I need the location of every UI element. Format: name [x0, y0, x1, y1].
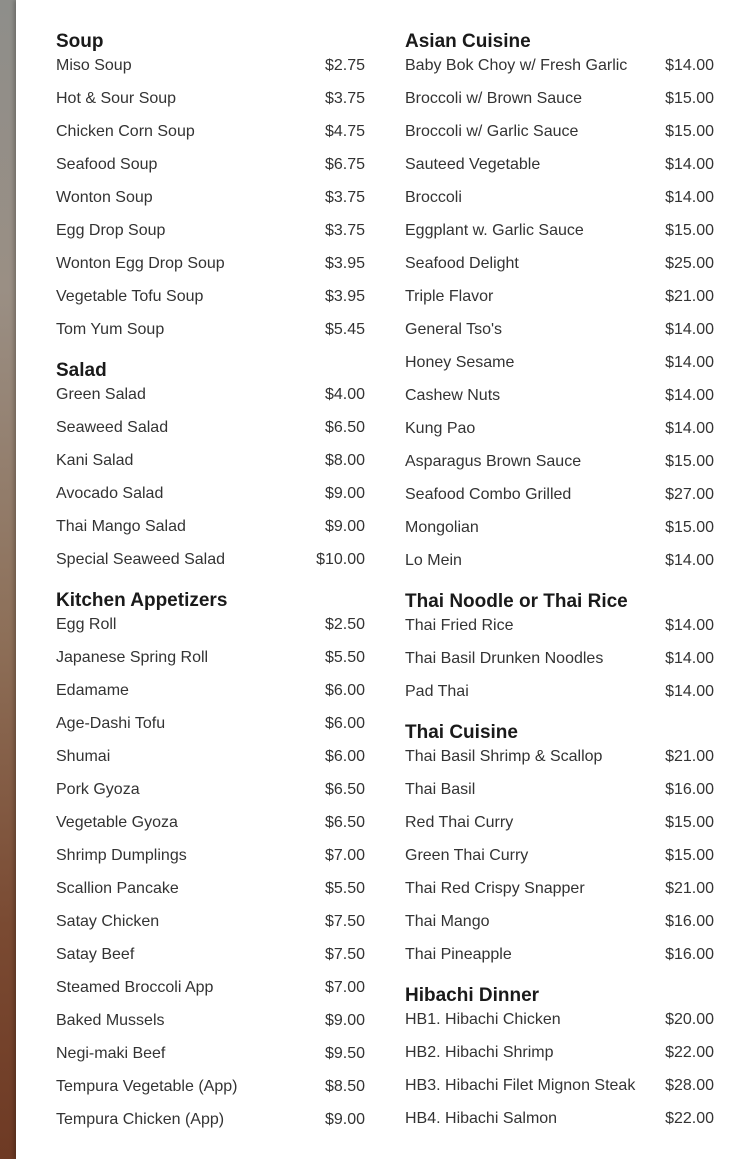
menu-item	[405, 839, 714, 872]
menu-item-price: $5.50	[324, 879, 365, 897]
menu-item-price: $22.00	[665, 1109, 714, 1127]
menu-item-name: HB3. Hibachi Filet Mignon Steak	[405, 1076, 636, 1094]
menu-item	[405, 905, 714, 938]
menu-item	[56, 444, 365, 477]
menu-item-name: Shumai	[56, 747, 111, 765]
menu-item	[405, 872, 714, 905]
menu-item-price: $14.00	[665, 155, 714, 173]
menu-item	[405, 247, 714, 280]
menu-item-name: Thai Fried Rice	[405, 616, 514, 634]
menu-item-name: Chicken Corn Soup	[56, 122, 195, 140]
background-strip	[0, 0, 16, 1159]
menu-item-name: Lo Mein	[405, 551, 462, 569]
menu-item-name: Steamed Broccoli App	[56, 978, 214, 996]
menu-item-price: $9.00	[324, 1110, 365, 1128]
menu-item-name: Green Thai Curry	[405, 846, 529, 864]
menu-item-price: $5.50	[324, 648, 365, 666]
menu-item-name: Satay Beef	[56, 945, 135, 963]
menu-item-name: Thai Basil Shrimp & Scallop	[405, 747, 603, 765]
section-title: Asian Cuisine	[405, 31, 531, 52]
menu-item-name: Baby Bok Choy w/ Fresh Garlic	[405, 56, 628, 74]
section-title: Thai Cuisine	[405, 722, 518, 743]
menu-column-left	[56, 31, 365, 1150]
menu-item-price: $15.00	[665, 518, 714, 536]
menu-item-price: $3.75	[324, 221, 365, 239]
menu-item	[405, 1102, 714, 1135]
menu-item-name: Seafood Delight	[405, 254, 519, 272]
menu-item-list	[56, 378, 365, 576]
menu-item	[405, 346, 714, 379]
menu-item-name: Avocado Salad	[56, 484, 164, 502]
menu-item-price: $3.75	[324, 188, 365, 206]
menu-item	[405, 115, 714, 148]
menu-item-price: $9.00	[324, 1011, 365, 1029]
menu-item-name: Satay Chicken	[56, 912, 160, 930]
menu-item-price: $21.00	[665, 879, 714, 897]
menu-item	[405, 379, 714, 412]
menu-item-price: $16.00	[665, 912, 714, 930]
menu-item-price: $7.50	[324, 945, 365, 963]
menu-item-price: $7.00	[324, 846, 365, 864]
menu-item	[56, 707, 365, 740]
menu-item-name: Scallion Pancake	[56, 879, 179, 897]
menu-item	[405, 1069, 714, 1102]
menu-item-price: $8.50	[324, 1077, 365, 1095]
menu-item-price: $22.00	[665, 1043, 714, 1061]
menu-item-list	[405, 1003, 714, 1135]
menu-item-price: $3.75	[324, 89, 365, 107]
menu-item	[405, 214, 714, 247]
menu-item-price: $14.00	[665, 188, 714, 206]
menu-item	[405, 938, 714, 971]
menu-item-price: $2.75	[324, 56, 365, 74]
menu-item-name: Thai Basil	[405, 780, 476, 798]
menu-item-price: $2.50	[324, 615, 365, 633]
menu-item-name: HB2. Hibachi Shrimp	[405, 1043, 554, 1061]
menu-item	[56, 773, 365, 806]
menu-item-name: HB1. Hibachi Chicken	[405, 1010, 561, 1028]
menu-item-name: Shrimp Dumplings	[56, 846, 187, 864]
menu-item	[405, 544, 714, 577]
menu-item-name: Tempura Chicken (App)	[56, 1110, 225, 1128]
menu-item	[56, 674, 365, 707]
menu-item	[56, 82, 365, 115]
menu-item-name: Edamame	[56, 681, 129, 699]
menu-item	[56, 971, 365, 1004]
menu-item-price: $4.00	[324, 385, 365, 403]
menu-item-price: $4.75	[324, 122, 365, 140]
menu-item-name: Wonton Soup	[56, 188, 153, 206]
menu-item-price: $10.00	[316, 550, 365, 568]
section-title: Kitchen Appetizers	[56, 590, 228, 611]
menu-item-name: Mongolian	[405, 518, 479, 536]
menu-item	[405, 740, 714, 773]
menu-item-name: Triple Flavor	[405, 287, 494, 305]
menu-item-name: Cashew Nuts	[405, 386, 501, 404]
menu-item-price: $3.95	[324, 287, 365, 305]
menu-item-name: Broccoli	[405, 188, 462, 206]
section-title: Soup	[56, 31, 104, 52]
menu-item	[56, 280, 365, 313]
menu-item	[56, 477, 365, 510]
menu-item-name: Seafood Soup	[56, 155, 158, 173]
menu-item-name: Seafood Combo Grilled	[405, 485, 572, 503]
menu-item	[405, 478, 714, 511]
menu-item-list	[405, 740, 714, 971]
menu-item-name: Honey Sesame	[405, 353, 515, 371]
section-title: Hibachi Dinner	[405, 985, 540, 1006]
menu-item-price: $25.00	[665, 254, 714, 272]
menu-section	[405, 985, 714, 1135]
menu-item	[405, 148, 714, 181]
menu-item-price: $14.00	[665, 551, 714, 569]
menu-item	[56, 641, 365, 674]
menu-item-name: Kani Salad	[56, 451, 134, 469]
menu-item-name: Pork Gyoza	[56, 780, 140, 798]
menu-item	[56, 148, 365, 181]
menu-page	[16, 0, 750, 1159]
menu-item	[56, 247, 365, 280]
menu-item-name: Asparagus Brown Sauce	[405, 452, 582, 470]
menu-item	[405, 412, 714, 445]
menu-item-list	[405, 609, 714, 708]
menu-item-price: $9.00	[324, 517, 365, 535]
menu-item-name: Green Salad	[56, 385, 146, 403]
menu-item	[405, 1036, 714, 1069]
menu-item	[56, 181, 365, 214]
menu-item	[405, 82, 714, 115]
menu-item	[56, 905, 365, 938]
menu-section	[405, 591, 714, 708]
menu-item	[56, 608, 365, 641]
menu-item	[56, 115, 365, 148]
menu-column-right	[405, 31, 714, 1149]
menu-item-name: Egg Drop Soup	[56, 221, 166, 239]
menu-item-price: $6.50	[324, 418, 365, 436]
menu-item-price: $20.00	[665, 1010, 714, 1028]
menu-item-price: $16.00	[665, 780, 714, 798]
menu-item	[56, 1070, 365, 1103]
menu-item-price: $14.00	[665, 56, 714, 74]
menu-item-price: $14.00	[665, 320, 714, 338]
menu-item-name: Age-Dashi Tofu	[56, 714, 166, 732]
menu-item	[405, 642, 714, 675]
menu-section	[56, 590, 365, 1136]
menu-item-price: $7.50	[324, 912, 365, 930]
menu-item	[405, 181, 714, 214]
menu-item-price: $15.00	[665, 221, 714, 239]
menu-item-price: $8.00	[324, 451, 365, 469]
menu-item	[56, 214, 365, 247]
menu-item-name: Sauteed Vegetable	[405, 155, 541, 173]
menu-item-name: Miso Soup	[56, 56, 132, 74]
menu-item	[56, 510, 365, 543]
menu-item	[405, 806, 714, 839]
menu-item	[56, 1037, 365, 1070]
menu-item-price: $6.75	[324, 155, 365, 173]
menu-item-name: Seaweed Salad	[56, 418, 169, 436]
menu-item-price: $14.00	[665, 682, 714, 700]
menu-item-price: $14.00	[665, 616, 714, 634]
menu-item	[56, 378, 365, 411]
menu-item-name: General Tso's	[405, 320, 503, 338]
menu-item-price: $21.00	[665, 747, 714, 765]
menu-item-price: $6.50	[324, 780, 365, 798]
menu-item	[56, 543, 365, 576]
menu-item	[405, 313, 714, 346]
section-title: Thai Noodle or Thai Rice	[405, 591, 628, 612]
menu-item-price: $6.50	[324, 813, 365, 831]
menu-item-name: Thai Basil Drunken Noodles	[405, 649, 604, 667]
menu-item	[405, 280, 714, 313]
menu-item-name: Wonton Egg Drop Soup	[56, 254, 225, 272]
menu-item-price: $5.45	[324, 320, 365, 338]
menu-item	[405, 511, 714, 544]
menu-item-price: $15.00	[665, 89, 714, 107]
menu-section	[405, 31, 714, 577]
menu-item-name: Tempura Vegetable (App)	[56, 1077, 238, 1095]
menu-item-price: $15.00	[665, 452, 714, 470]
menu-item-price: $21.00	[665, 287, 714, 305]
menu-item	[405, 773, 714, 806]
menu-item-name: Special Seaweed Salad	[56, 550, 226, 568]
menu-item-price: $16.00	[665, 945, 714, 963]
menu-item	[56, 1004, 365, 1037]
menu-item	[56, 411, 365, 444]
menu-item-price: $6.00	[324, 714, 365, 732]
menu-item-name: Thai Mango	[405, 912, 490, 930]
menu-item	[405, 49, 714, 82]
menu-item-price: $6.00	[324, 681, 365, 699]
menu-item-name: Pad Thai	[405, 682, 469, 700]
menu-item-price: $27.00	[665, 485, 714, 503]
menu-item	[56, 1103, 365, 1136]
menu-item	[56, 872, 365, 905]
menu-item-name: Eggplant w. Garlic Sauce	[405, 221, 584, 239]
menu-item-list	[405, 49, 714, 577]
menu-item	[405, 1003, 714, 1036]
menu-item-name: Thai Pineapple	[405, 945, 512, 963]
menu-item-price: $9.50	[324, 1044, 365, 1062]
menu-item-price: $15.00	[665, 122, 714, 140]
menu-item-price: $6.00	[324, 747, 365, 765]
menu-item-name: Vegetable Gyoza	[56, 813, 178, 831]
menu-item-price: $14.00	[665, 386, 714, 404]
menu-item-name: Negi-maki Beef	[56, 1044, 166, 1062]
menu-item-list	[56, 608, 365, 1136]
menu-item-name: Vegetable Tofu Soup	[56, 287, 204, 305]
menu-item-name: Thai Red Crispy Snapper	[405, 879, 585, 897]
menu-item-price: $9.00	[324, 484, 365, 502]
menu-item-price: $15.00	[665, 813, 714, 831]
menu-item-list	[56, 49, 365, 346]
menu-item-price: $14.00	[665, 649, 714, 667]
menu-item-name: Kung Pao	[405, 419, 476, 437]
menu-item-name: Broccoli w/ Garlic Sauce	[405, 122, 579, 140]
menu-item-price: $28.00	[665, 1076, 714, 1094]
menu-section	[56, 31, 365, 346]
menu-item-price: $7.00	[324, 978, 365, 996]
menu-item-name: Tom Yum Soup	[56, 320, 165, 338]
menu-item	[56, 806, 365, 839]
menu-item-price: $15.00	[665, 846, 714, 864]
section-title: Salad	[56, 360, 107, 381]
menu-section	[56, 360, 365, 576]
menu-item-name: Thai Mango Salad	[56, 517, 186, 535]
menu-item-name: Broccoli w/ Brown Sauce	[405, 89, 582, 107]
menu-item-price: $14.00	[665, 419, 714, 437]
menu-section	[405, 722, 714, 971]
menu-item	[405, 675, 714, 708]
menu-item	[56, 839, 365, 872]
menu-item-price: $3.95	[324, 254, 365, 272]
menu-item-name: Hot & Sour Soup	[56, 89, 177, 107]
menu-item	[56, 49, 365, 82]
menu-item	[405, 609, 714, 642]
menu-item	[56, 938, 365, 971]
menu-item-name: Japanese Spring Roll	[56, 648, 209, 666]
menu-item-price: $14.00	[665, 353, 714, 371]
menu-item-name: HB4. Hibachi Salmon	[405, 1109, 558, 1127]
menu-item	[56, 740, 365, 773]
menu-item-name: Egg Roll	[56, 615, 117, 633]
menu-item	[405, 445, 714, 478]
menu-item-name: Red Thai Curry	[405, 813, 514, 831]
menu-item	[56, 313, 365, 346]
menu-item-name: Baked Mussels	[56, 1011, 165, 1029]
